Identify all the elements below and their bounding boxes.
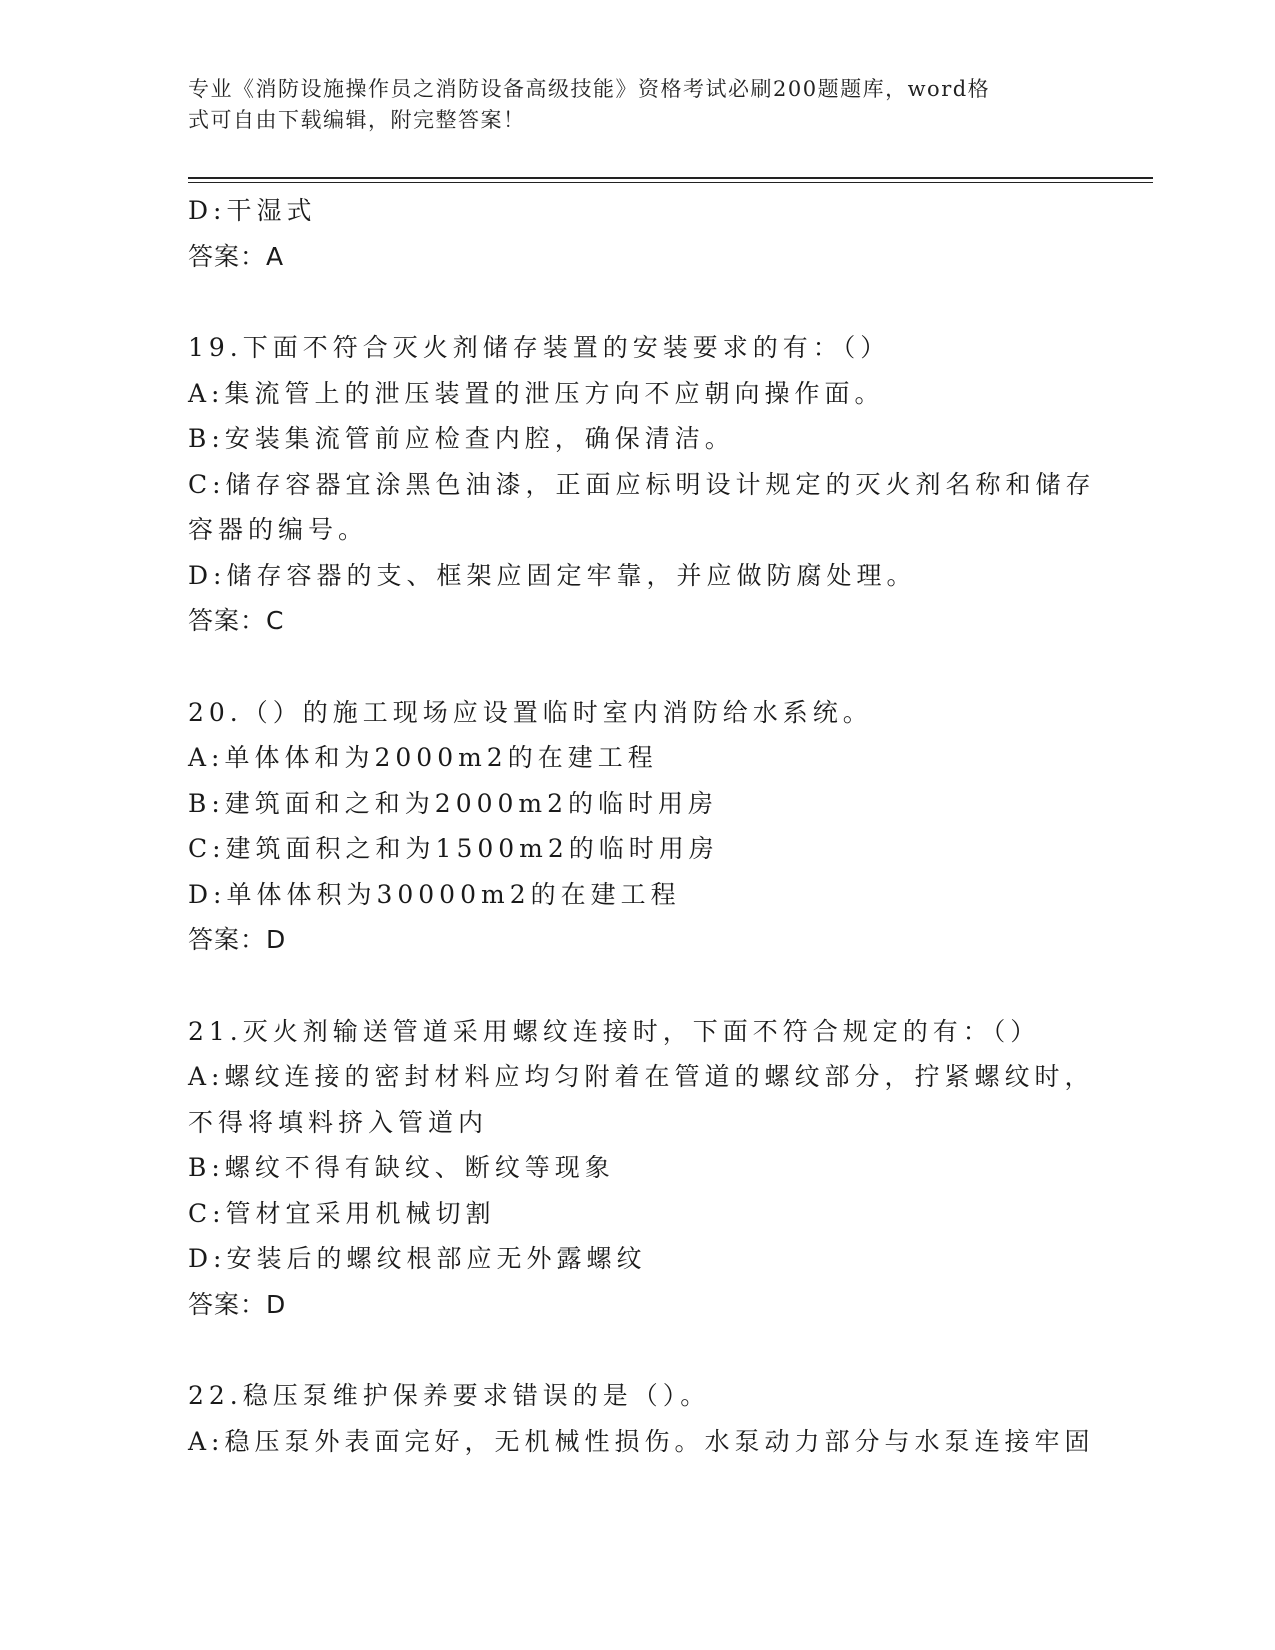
option-c: C:管材宜采用机械切割 (188, 1198, 496, 1228)
spacer (188, 963, 1088, 1009)
header-rule-thick (188, 177, 1153, 179)
option-a: A:稳压泵外表面完好，无机械性损伤。水泵动力部分与水泵连接牢固 (188, 1426, 1095, 1456)
spacer (188, 644, 1088, 690)
question-text: 20.（）的施工现场应设置临时室内消防给水系统。 (188, 697, 873, 727)
option-c: C:建筑面积之和为1500m2的临时用房 (188, 834, 719, 863)
option-c: C:储存容器宜涂黑色油漆，正面应标明设计规定的灭火剂名称和储存 (188, 469, 1096, 499)
question-19 (188, 325, 1096, 644)
header-line-2: 式可自由下载编辑，附完整答案！ (188, 108, 526, 132)
option-d: D:储存容器的支、框架应固定牢靠，并应做防腐处理。 (188, 560, 917, 590)
prev-question-tail (188, 188, 1088, 279)
question-text: 21.灭火剂输送管道采用螺纹连接时，下面不符合规定的有：（） (188, 1016, 1041, 1046)
question-content (188, 188, 1096, 1464)
answer: 答案：A (188, 241, 285, 271)
answer: 答案：D (188, 925, 287, 954)
option-a-continued: 不得将填料挤入管道内 (188, 1107, 489, 1137)
question-22 (188, 1373, 1095, 1464)
option-b: B:建筑面和之和为2000m2的临时用房 (188, 788, 719, 818)
option-b: B:安装集流管前应检查内腔，确保清洁。 (188, 424, 735, 453)
answer: 答案：C (188, 606, 285, 635)
option-a: A:集流管上的泄压装置的泄压方向不应朝向操作面。 (188, 378, 885, 408)
option-d: D:安装后的螺纹根部应无外露螺纹 (188, 1244, 647, 1273)
header-line-1: 专业《消防设施操作员之消防设备高级技能》资格考试必刷200题题库，word格 (188, 77, 991, 101)
answer: 答案：D (188, 1289, 287, 1319)
question-text: 22.稳压泵维护保养要求错误的是（）。 (188, 1381, 711, 1410)
page-header (188, 74, 1088, 136)
question-20 (188, 690, 1088, 963)
option-d: D:干湿式 (188, 196, 317, 225)
option-a: A:螺纹连接的密封材料应均匀附着在管道的螺纹部分，拧紧螺纹时， (188, 1062, 1095, 1091)
spacer (188, 279, 1088, 325)
header-rule-thin (188, 182, 1153, 183)
option-c-continued: 容器的编号。 (188, 515, 369, 544)
option-d: D:单体体积为30000m2的在建工程 (188, 879, 681, 909)
option-b: B:螺纹不得有缺纹、断纹等现象 (188, 1153, 615, 1182)
spacer (188, 1327, 1088, 1373)
question-text: 19.下面不符合灭火剂储存装置的安装要求的有：（） (188, 333, 891, 362)
option-a: A:单体体和为2000m2的在建工程 (188, 743, 658, 772)
question-21 (188, 1009, 1095, 1328)
